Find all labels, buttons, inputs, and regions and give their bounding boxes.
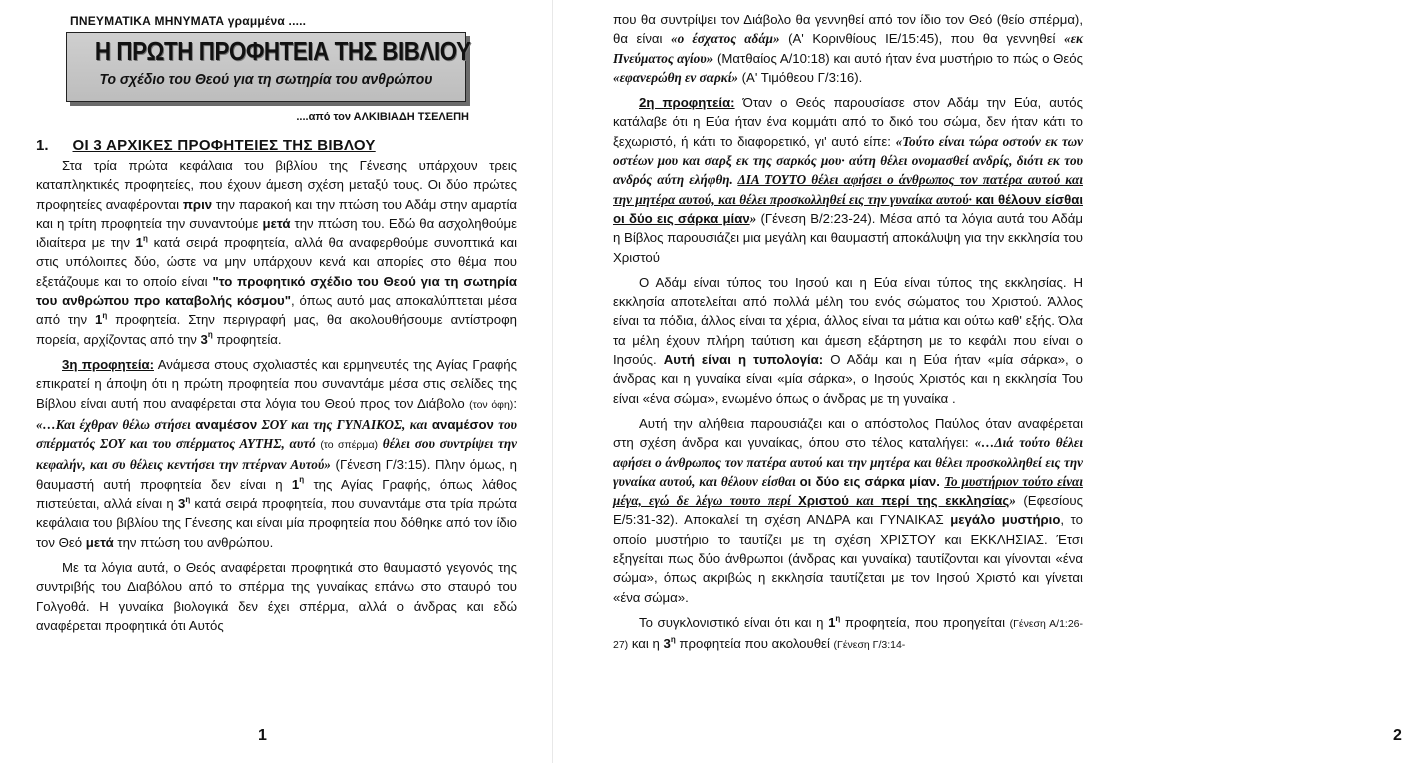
document-subtitle: Το σχέδιο του Θεού για τη σωτηρία του ανθρώπου [99,71,433,88]
author-line: ....από τον ΑΛΚΙΒΙΑΔΗ ΤΣΕΛΕΠΗ [296,111,469,123]
right-paragraph-3: Ο Αδάμ είναι τύπος του Ιησού και η Εύα είναι τύπος της εκκλησίας. Η εκκλησία αποτελείται από πολλά μέλη του ενός σώματος του Χριστού. Άλλος είναι τα πόδια, άλλος είναι τα χέρια, άλλος είναι τα μάτια και ούτω καθ' εξής. Όλα τα μέλη έχουν πλήρη ταύτιση και άμεση εξάρτηση με το κεφάλι που είναι ο Ιησούς. Αυτή είναι η τυπολογία: Ο Αδάμ και η Εύα ήταν «μία σάρκα», ο άνδρας και η γυναίκα είναι «μία σάρκα», ο Ιησούς Χριστός και η εκκλησία Του είναι «ένα σώμα», ενωμένο όπως ο άνδρας με τη γυναίκα . [613,274,1084,406]
series-label: ΠΝΕΥΜΑΤΙΚΑ ΜΗΝΥΜΑΤΑ γραμμένα ..... [70,14,307,28]
title-banner [66,32,471,102]
right-paragraph-5: Το συγκλονιστικό είναι ότι και η $1^\eta$ προφητεία, που προηγείται (Γένεση Α/1:26-27) και η $3^\eta$ προφητεία που ακολουθεί (Γένεση Γ/3:14- [613,613,1084,652]
prophecy-2-label: 2η προφητεία: [639,95,735,111]
right-paragraph-4: Αυτή την αλήθεια παρουσιάζει και ο απόστολος Παύλος όταν αναφέρεται στη σχέση άνδρα και γυναίκας, όπου στο τέλος καταλήγει: «…Διά τούτο θέλει αφήσει ο άνθρωπος τον πατέρα αυτού και την μητέρα και θέλει προσκολληθεί εις την γυναίκα αυτού, και θέλουν είσθαι οι δύο εις σάρκα μίαν. Το μυστήριον τούτο είναι μέγα, εγώ δε λέγω τουτο περί Χριστού και περί της εκκλησίας» (Εφεσίους Ε/5:31-32). Αποκαλεί τη σχέση ΑΝΔΡΑ και ΓΥΝΑΙΚΑΣ μεγάλο μυστήριο, το οποίο μυστήριο το ταυτίζει με τη σχέση ΧΡΙΣΤΟΥ και ΕΚΚΛΗΣΙΑΣ. Έτσι εξηγείται πως δύο άνθρωποι (άνδρας και γυναίκα) ταυτίζονται και γίνονται «ένα σώμα», όπως ακριβώς η εκκλησία ταυτίζεται με τον Ιησού Χριστό και γίνεται «ένα σώμα». [613,415,1084,605]
left-page [0,0,553,763]
document-title: Η ΠΡΩΤΗ ΠΡΟΦΗΤΕΙΑ ΤΗΣ ΒΙΒΛΙΟΥ [94,36,471,66]
section-number: 1. [36,137,49,154]
section-title: ΟΙ 3 ΑΡΧΙΚΕΣ ΠΡΟΦΗΤΕΙΕΣ ΤΗΣ ΒΙΒΛΟΥ [72,137,376,154]
left-paragraph-2: 3η προφητεία: Ανάμεσα στους σχολιαστές και ερμηνευτές της Αγίας Γραφής επικρατεί η άποψη ότι η πρώτη προφητεία που συναντάμε μέσα στις σελίδες της Βίβλου είναι αυτή που αναφέρεται στα λόγια του Θεού προς τον Διάβολο (τον όφη): «…Και έχθραν θέλω στήσει αναμέσον ΣΟΥ και της ΓΥΝΑΙΚΟΣ, και αναμέσον του σπέρματός ΣΟΥ και του σπέρματος ΑΥΤΗΣ, αυτό (το σπέρμα) θέλει σου συντρίψει την κεφαλήν, και συ θέλεις κεντήσει την πτέρναν Αυτού» (Γένεση Γ/3:15). Πλην όμως, η θαυμαστή αυτή προφητεία δεν είναι η $1^\eta$ της Αγίας Γραφής, όπως λάθος πιστεύεται, αλλά είναι η $3^\eta$ κατά σειρά προφητεία, που συναντάμε στα τρία πρώτα κεφάλαια του βιβλίου της Γένεσης και είναι μία προφητεία που δόθηκε από τον ίδιο τον Θεό μετά την πτώση του ανθρώπου. [36,356,518,550]
left-paragraph-3: Με τα λόγια αυτά, ο Θεός αναφέρεται προφητικά στο θαυμαστό γεγονός της συντριβής του Διαβόλου από το σπέρμα της γυναίκας επάνω στο σταυρό του Γολγοθά. Η γυναίκα βιολογικά δεν έχει σπέρμα, αλλά ο άνδρας και εδώ αναφέρεται προφητικά ότι Αυτός [36,559,517,633]
right-paragraph-2: 2η προφητεία: Όταν ο Θεός παρουσίασε στον Αδάμ την Εύα, αυτός κατάλαβε ότι η Εύα ήταν ένα κομμάτι από το δικό του σώμα, δεν ήταν κάτι το ξεχωριστό, ή κάτι το διαφορετικό, γι' αυτό είπε: «Τούτο είναι τώρα οστούν εκ των οστέων μου και σαρξ εκ της σαρκός μου· αύτη θέλει ονομασθεί ανδρίς, διότι εκ του ανδρός αύτη ελήφθη. ΔΙΑ ΤΟΥΤΟ θέλει αφήσει ο άνθρωπος τον πατέρα αυτού και την μητέρα αυτού, και θέλει προσκολληθεί εις την γυναίκα αυτού· και θέλουν είσθαι οι δύο εις σάρκα μίαν» (Γένεση Β/2:23-24). Μέσα από τα λόγια αυτά του Αδάμ η Βίβλος παρουσιάζει μια μεγάλη και θαυμαστή αποκάλυψη για την εκκλησία του Χριστού [613,95,1084,265]
right-page [553,0,1402,763]
right-paragraph-1: που θα συντρίψει τον Διάβολο θα γεννηθεί από τον ίδιο τον Θεό (θείο σπέρμα), θα είναι «ο έσχατος αδάμ» (Α' Κορινθίους ΙΕ/15:45), που θα γεννηθεί «εκ Πνεύματος αγίου» (Ματθαίος Α/10:18) και αυτό ήταν ένα μυστήριο το πώς ο Θεός «εφανερώθη εν σαρκί» (Α' Τιμόθεου Γ/3:16). [613,12,1084,85]
left-paragraph-1: Στα τρία πρώτα κεφάλαια του βιβλίου της Γένεσης υπάρχουν τρεις καταπληκτικές προφητείες, που έχουν άμεση σχέση μεταξύ τους. Οι δύο πρώτες προφητείες αναφέρονται πριν την παρακοή και την πτώση του Αδάμ στην αμαρτία και η τρίτη προφητεία την συναντούμε μετά την πτώση του. Εδώ θα ασχοληθούμε ιδιαίτερα με την $1^\eta$ κατά σειρά προφητεία, αλλά θα αναφερθούμε συνοπτικά και στις υπόλοιπες δύο, ώστε να μην υπάρχουν κενά και απορίες στο θέμα που εξετάζουμε και το οποίο είναι "το προφητικό σχέδιο του Θεού για τη σωτηρία του ανθρώπου προ καταβολής κόσμου", όπως αυτό μας αποκαλύπτεται μέσα από την $1^\eta$ προφητεία. Στην περιγραφή μας, θα ακολουθήσουμε αντίστροφη πορεία, αρχίζοντας από την $3^\eta$ προφητεία. [36,158,517,347]
prophecy-3-label: 3η προφητεία: [62,356,154,372]
page-number-right: 2 [1393,727,1402,744]
page-number-left: 1 [258,727,267,744]
section-heading [36,137,517,154]
